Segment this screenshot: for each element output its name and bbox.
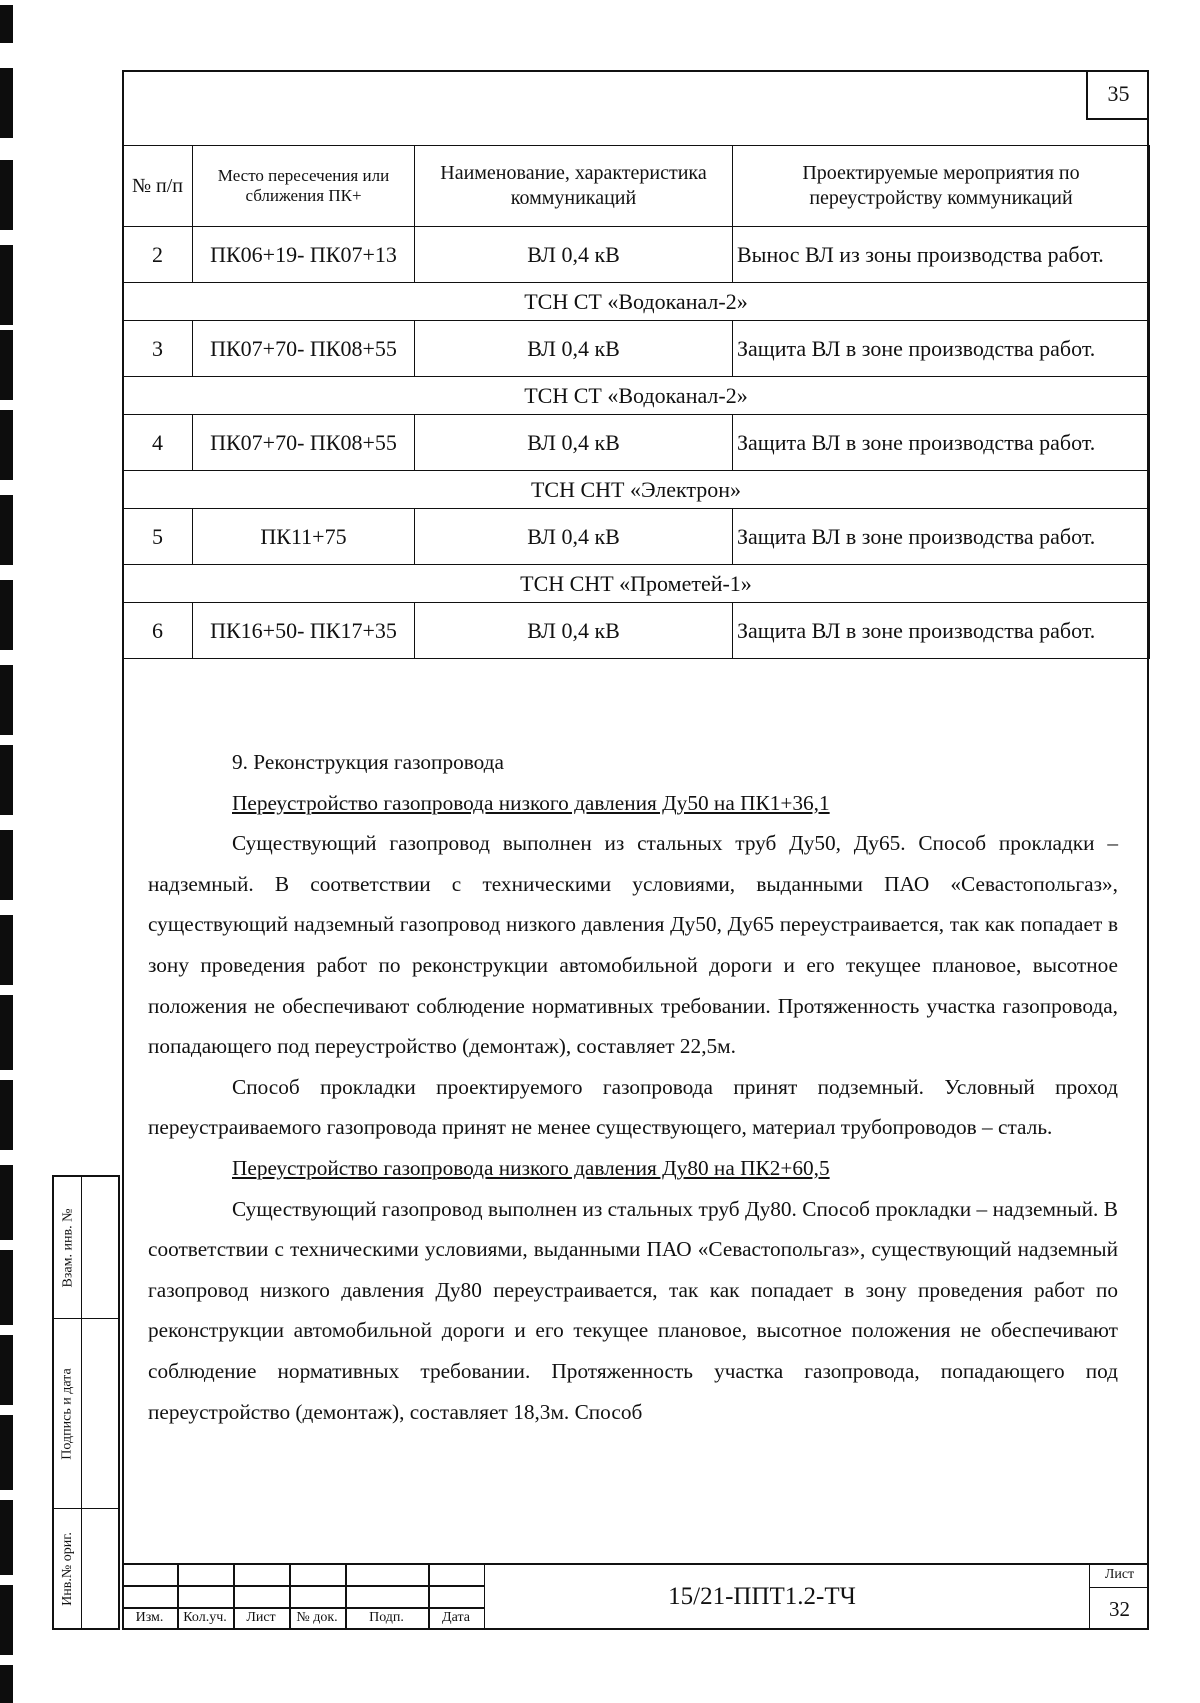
table-org-row	[123, 283, 1150, 321]
stamp-label-izm: Изм.	[135, 1610, 164, 1625]
scan-edge-bar	[0, 160, 13, 230]
cell-measure: Защита ВЛ в зоне производства работ.	[733, 509, 1150, 565]
sheet-box	[1089, 1563, 1149, 1630]
scan-edge-bar	[0, 1250, 13, 1325]
cell-num: 5	[123, 509, 193, 565]
paragraph: Существующий газопровод выполнен из стальных труб Ду50, Ду65. Способ прокладки – надземный. В соответствии с техническими условиями, выданными ПАО «Севастопольгаз», существующий надземный газопровод низкого давления Ду50, Ду65 переустраивается, так как попадает в зону проведения работ по реконструкции автомобильной дороги и его текущее плановое, высотное положения не обеспечивают соблюдение нормативных требовании. Протяженность участка газопровода, попадающего под переустройство (демонтаж), составляет 22,5м.	[148, 831, 1118, 1059]
table-row	[123, 321, 1150, 377]
subsection-heading: Переустройство газопровода низкого давления Ду50 на ПК1+36,1	[232, 790, 830, 815]
header-measures: Проектируемые мероприятия по переустройству коммуникаций	[733, 146, 1150, 227]
header-num: № п/п	[123, 146, 193, 227]
cell-place: ПК16+50- ПК17+35	[193, 603, 415, 659]
sidebar-inv-orig-label: Инв.№ ориг.	[60, 1532, 76, 1606]
cell-num: 6	[123, 603, 193, 659]
cell-num: 4	[123, 415, 193, 471]
subsection-heading: Переустройство газопровода низкого давления Ду80 на ПК2+60,5	[232, 1155, 830, 1180]
cell-place: ПК07+70- ПК08+55	[193, 321, 415, 377]
table-header-row	[123, 146, 1150, 227]
cell-measure: Защита ВЛ в зоне производства работ.	[733, 603, 1150, 659]
scan-edge-bar	[0, 995, 13, 1070]
cell-measure: Защита ВЛ в зоне производства работ.	[733, 321, 1150, 377]
cell-name: ВЛ 0,4 кВ	[415, 509, 733, 565]
cell-place: ПК11+75	[193, 509, 415, 565]
document-code: 15/21-ППТ1.2-ТЧ	[484, 1563, 1039, 1630]
sheet-label: Лист	[1090, 1563, 1149, 1588]
scan-edge-bar	[0, 1500, 13, 1575]
scan-edge-bar	[0, 1585, 13, 1655]
scan-edge-bar	[0, 5, 13, 43]
cell-place: ПК07+70- ПК08+55	[193, 415, 415, 471]
table-org-row	[123, 565, 1150, 603]
cell-num: 3	[123, 321, 193, 377]
cell-name: ВЛ 0,4 кВ	[415, 415, 733, 471]
page-number: 35	[1086, 70, 1149, 120]
scan-edge-bar	[0, 1415, 13, 1490]
header-name: Наименование, характеристика коммуникаций	[415, 146, 733, 227]
scan-edge-bar	[0, 1665, 13, 1703]
scan-edge-bar	[0, 830, 13, 900]
section-heading: 9. Реконструкция газопровода	[232, 750, 504, 774]
scan-edge-bar	[0, 410, 13, 480]
scan-edge-bar	[0, 245, 13, 325]
table-org-row	[123, 377, 1150, 415]
title-block	[122, 1563, 1149, 1630]
table-row	[123, 227, 1150, 283]
cell-org: ТСН СТ «Водоканал-2»	[123, 377, 1150, 415]
scan-edge-bar	[0, 915, 13, 985]
scan-edge-bar	[0, 580, 13, 650]
scan-edge-bar	[0, 745, 13, 815]
cell-place: ПК06+19- ПК07+13	[193, 227, 415, 283]
stamp-label-data: Дата	[442, 1610, 470, 1625]
cell-name: ВЛ 0,4 кВ	[415, 227, 733, 283]
stamp-label-list: Лист	[246, 1610, 276, 1625]
cell-name: ВЛ 0,4 кВ	[415, 603, 733, 659]
approval-sidebar	[52, 1175, 120, 1630]
scan-edge-bar	[0, 330, 13, 400]
cell-measure: Вынос ВЛ из зоны производства работ.	[733, 227, 1150, 283]
stamp-label-kolych: Кол.уч.	[183, 1610, 227, 1625]
stamp-label-ndok: № док.	[296, 1610, 338, 1625]
cell-org: ТСН СНТ «Электрон»	[123, 471, 1150, 509]
sidebar-inv-zam-label: Взам. инв. №	[60, 1208, 75, 1288]
scan-edge-bar	[0, 665, 13, 735]
paragraph: Способ прокладки проектируемого газопровода принят подземный. Условный проход переустраиваемого газопровода принят не менее существующего, материал трубопроводов – сталь.	[148, 1074, 1118, 1140]
sidebar-sign-date-label: Подпись и дата	[60, 1368, 76, 1460]
table-row	[123, 603, 1150, 659]
cell-measure: Защита ВЛ в зоне производства работ.	[733, 415, 1150, 471]
body-text	[148, 742, 1118, 1432]
revision-grid	[122, 1563, 484, 1630]
sheet-number: 32	[1109, 1597, 1130, 1621]
table-org-row	[123, 471, 1150, 509]
table-row	[123, 509, 1150, 565]
scan-edge-bar	[0, 1165, 13, 1240]
scan-edge-bar	[0, 1335, 13, 1405]
scan-edge-bar	[0, 495, 13, 565]
cell-org: ТСН СТ «Водоканал-2»	[123, 283, 1150, 321]
scan-edge-bar	[0, 1080, 13, 1150]
header-place: Место пересечения или сближения ПК+	[193, 146, 415, 227]
stamp-label-podp: Подп.	[369, 1610, 404, 1625]
table-row	[123, 415, 1150, 471]
cell-name: ВЛ 0,4 кВ	[415, 321, 733, 377]
paragraph: Существующий газопровод выполнен из стальных труб Ду80. Способ прокладки – надземный. В соответствии с техническими условиями, выданными ПАО «Севастопольгаз», существующий надземный газопровод низкого давления Ду80 переустраивается, так как попадает в зону проведения работ по реконструкции автомобильной дороги и его текущее плановое, высотное положения не обеспечивают соблюдение нормативных требовании. Протяженность участка газопровода, попадающего под переустройство (демонтаж), составляет 18,3м. Способ	[148, 1196, 1118, 1424]
scan-edge-bar	[0, 68, 13, 138]
communications-table	[122, 145, 1150, 659]
cell-num: 2	[123, 227, 193, 283]
cell-org: ТСН СНТ «Прометей-1»	[123, 565, 1150, 603]
